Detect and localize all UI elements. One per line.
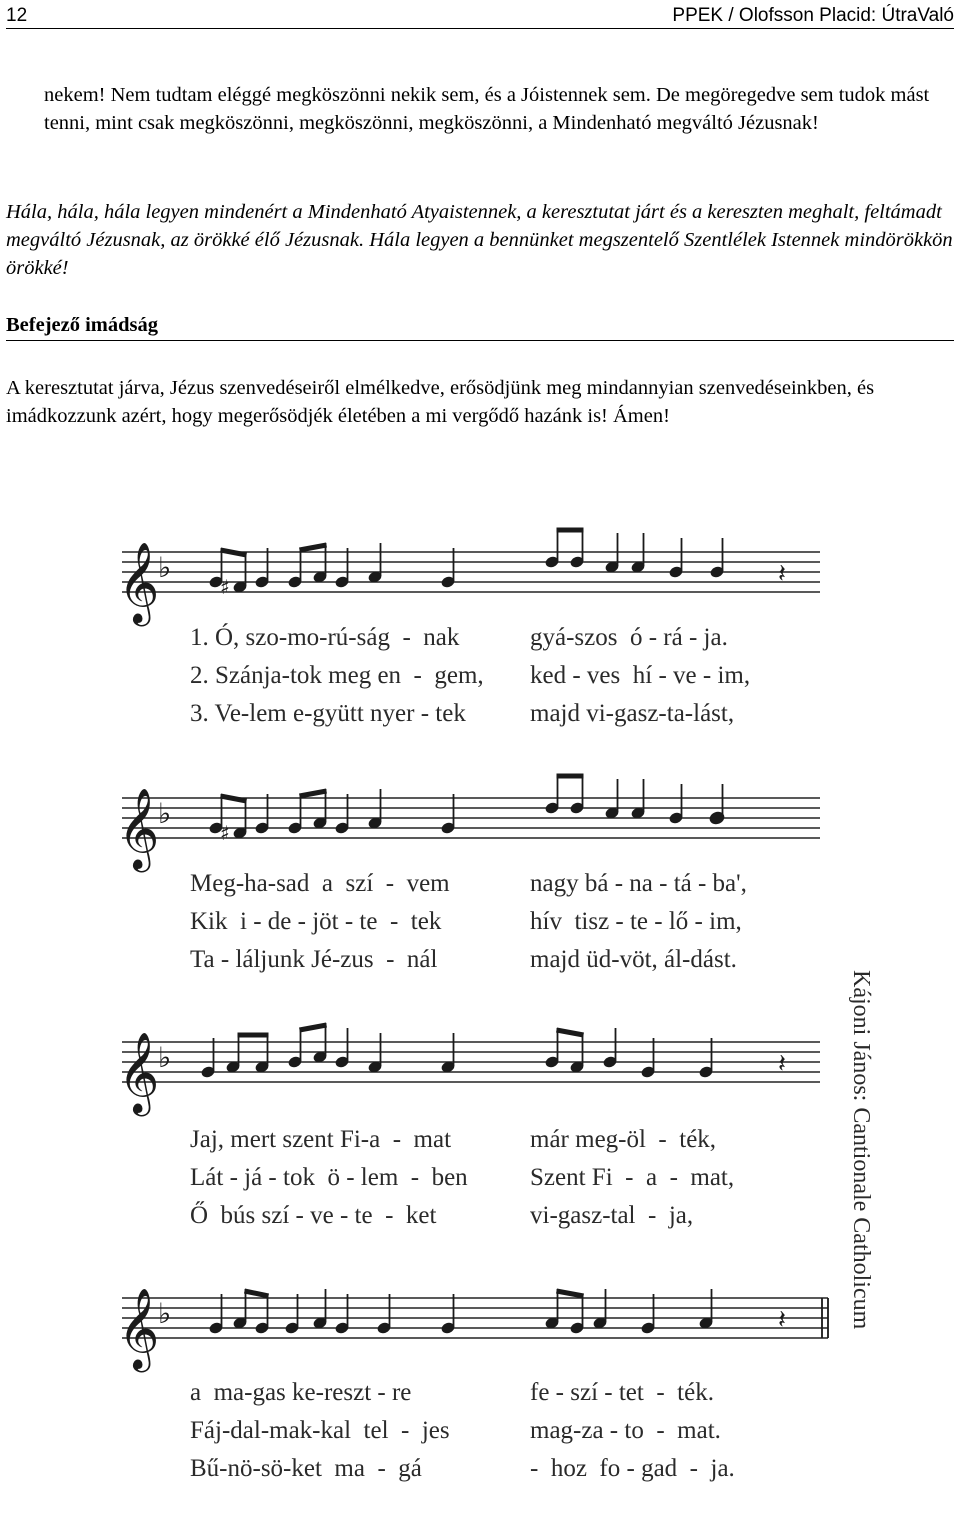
treble-clef: 𝄞: [118, 541, 160, 623]
treble-clef: 𝄞: [118, 787, 160, 869]
sharp-accidental: ♯: [220, 575, 230, 599]
lyric-verse-3-left: Ta - láljunk Jé-zus - nál: [190, 946, 438, 973]
thanksgiving-prayer: Hála, hála, hála legyen mindenért a Mindenható Atyaistennek, a keresztutat járt és a kereszten meghalt, feltámadt megváltó Jézusnak, az örökké élő Jézusnak. Hála legyen a bennünket megszentelő Szentlélek Istennek mindörökkön örökké!: [6, 201, 953, 279]
treble-clef: 𝄞: [118, 1031, 160, 1113]
section-heading: Befejező imádság: [6, 314, 954, 341]
note-beam: [557, 1030, 584, 1035]
flat-key-signature: ♭: [158, 797, 172, 830]
lyric-verse-1-right: gyá-szos ó - rá - ja.: [530, 624, 728, 651]
sharp-accidental: ♯: [220, 821, 230, 845]
lyric-verse-3-right: majd üd-vöt, ál-dást.: [530, 946, 737, 973]
page-header: [6, 4, 954, 29]
quarter-rest: 𝄽: [778, 1305, 786, 1335]
lyric-verse-2-right: hív tisz - te - lő - im,: [530, 908, 742, 935]
note-beam: [221, 796, 247, 801]
lyric-verse-3-right: vi-gasz-tal - ja,: [530, 1202, 694, 1229]
note-beam: [300, 1025, 327, 1030]
running-title: PPEK / Olofsson Placid: ÚtraValó: [672, 5, 954, 26]
lyric-verse-1-left: Jaj, mert szent Fi-a - mat: [190, 1126, 452, 1153]
source-credit: Kájoni János: Cantionale Catholicum: [848, 970, 874, 1330]
quarter-rest: 𝄽: [778, 559, 786, 589]
note-beam: [300, 545, 327, 550]
lyric-verse-3-right: majd vi-gasz-ta-lást,: [530, 700, 735, 727]
lyric-verse-1-left: a ma-gas ke-reszt - re: [190, 1379, 412, 1406]
flat-key-signature: ♭: [158, 1297, 172, 1330]
lyric-verse-2-left: 2. Szánja-tok meg en - gem,: [190, 662, 484, 689]
quarter-rest: 𝄽: [778, 1049, 786, 1079]
lyric-verse-1-right: már meg-öl - ték,: [530, 1126, 717, 1153]
lyric-verse-3-left: Bű-nö-sö-ket ma - gá: [190, 1455, 422, 1482]
hymn-score: [0, 500, 960, 1500]
lyric-verse-2-right: ked - ves hí - ve - im,: [530, 662, 751, 689]
lyric-verse-3-left: Ő bús szí - ve - te - ket: [190, 1202, 437, 1229]
note-beam: [557, 1291, 584, 1296]
lyric-verse-2-left: Lát - já - tok ö - lem - ben: [190, 1164, 468, 1191]
lyric-verse-1-left: 1. Ó, szo-mo-rú-ság - nak: [190, 624, 460, 651]
lyric-verse-1-right: fe - szí - tet - ték.: [530, 1379, 714, 1406]
flat-key-signature: ♭: [158, 551, 172, 584]
lyric-verse-3-left: 3. Ve-lem e-gyütt nyer - tek: [190, 700, 466, 727]
lyric-verse-1-left: Meg-ha-sad a szí - vem: [190, 870, 450, 897]
page-number: 12: [6, 5, 28, 26]
intro-paragraph: nekem! Nem tudtam eléggé megköszönni nekik sem, és a Jóistennek sem. De megöregedve sem tudok mást tenni, mint csak megköszönni, megköszönni, megköszönni, a Mindenható megváltó Jézusnak!: [44, 84, 930, 134]
flat-key-signature: ♭: [158, 1041, 172, 1074]
lyric-verse-1-right: nagy bá - na - tá - ba',: [530, 870, 747, 897]
lyric-verse-2-right: Szent Fi - a - mat,: [530, 1164, 735, 1191]
lyric-verse-3-right: - hoz fo - gad - ja.: [530, 1455, 735, 1482]
lyric-verse-2-left: Fáj-dal-mak-kal tel - jes: [190, 1417, 450, 1444]
closing-prayer: A keresztutat járva, Jézus szenvedéseiről elmélkedve, erősödjünk meg mindannyian szenvedéseinkben, és imádkozzunk azért, hogy megerősödjék életében a mi vergődő hazánk is! Ámen!: [6, 377, 875, 427]
lyric-verse-2-left: Kik i - de - jöt - te - tek: [190, 908, 442, 935]
note-beam: [245, 1291, 269, 1296]
note-beam: [221, 550, 247, 555]
lyric-verse-2-right: mag-za - to - mat.: [530, 1417, 721, 1444]
treble-clef: 𝄞: [118, 1287, 160, 1369]
note-beam: [300, 791, 327, 796]
